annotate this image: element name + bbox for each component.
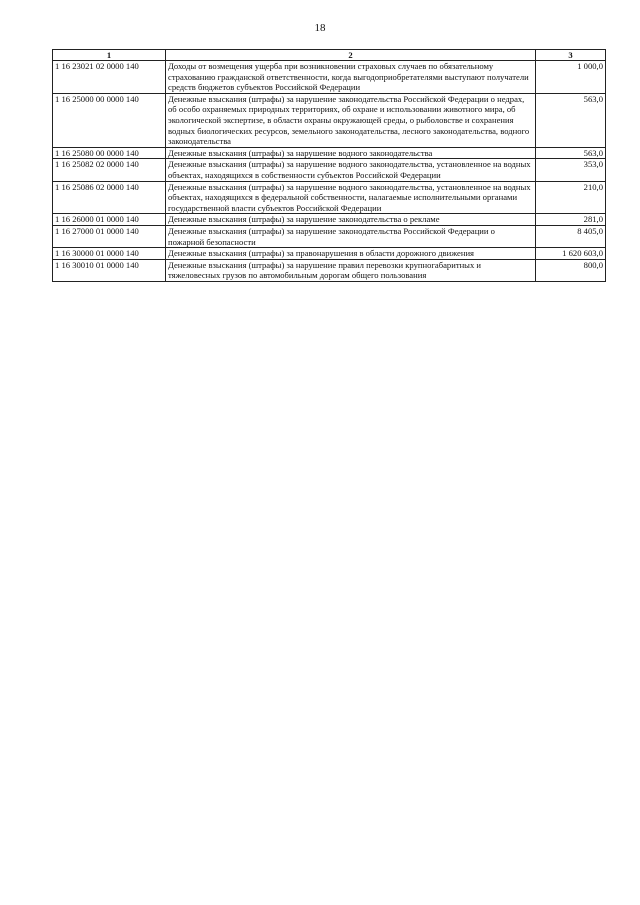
column-header-code: 1 bbox=[53, 50, 166, 61]
description-cell: Денежные взыскания (штрафы) за нарушение водного законодательства, установленное на водных объектах, находящихся в федеральной собственности, налагаемые исполнительными органами государственной власти субъектов Российской Федерации bbox=[166, 181, 536, 214]
table-row bbox=[53, 214, 606, 226]
table-row bbox=[53, 147, 606, 159]
description-cell: Денежные взыскания (штрафы) за нарушение законодательства о рекламе bbox=[166, 214, 536, 226]
budget-code-cell: 1 16 27000 01 0000 140 bbox=[53, 225, 166, 247]
budget-code-cell: 1 16 25000 00 0000 140 bbox=[53, 93, 166, 147]
description-cell: Денежные взыскания (штрафы) за нарушение правил перевозки крупногабаритных и тяжеловесных грузов по автомобильным дорогам общего пользования bbox=[166, 259, 536, 281]
amount-cell: 1 620 603,0 bbox=[536, 248, 606, 260]
table-row bbox=[53, 61, 606, 94]
amount-cell: 8 405,0 bbox=[536, 225, 606, 247]
budget-code-cell: 1 16 25086 02 0000 140 bbox=[53, 181, 166, 214]
column-header-amount: 3 bbox=[536, 50, 606, 61]
page-number: 18 bbox=[314, 22, 326, 34]
table-row bbox=[53, 225, 606, 247]
description-cell: Денежные взыскания (штрафы) за нарушение законодательства Российской Федерации о пожарной безопасности bbox=[166, 225, 536, 247]
amount-cell: 353,0 bbox=[536, 159, 606, 181]
amount-cell: 210,0 bbox=[536, 181, 606, 214]
amount-cell: 281,0 bbox=[536, 214, 606, 226]
table-row bbox=[53, 159, 606, 181]
amount-cell: 1 000,0 bbox=[536, 61, 606, 94]
description-cell: Денежные взыскания (штрафы) за нарушение законодательства Российской Федерации о недрах, об особо охраняемых природных территориях, об охране и использовании животного мира, об экологической экспертизе, в области охраны окружающей среды, о рыболовстве и сохранения водных биологических ресурсов, земельного законодательства, лесного законодательства, водного законодательства bbox=[166, 93, 536, 147]
table-header-row bbox=[53, 50, 606, 61]
amount-cell: 563,0 bbox=[536, 147, 606, 159]
amount-cell: 800,0 bbox=[536, 259, 606, 281]
table-row bbox=[53, 259, 606, 281]
description-cell: Денежные взыскания (штрафы) за нарушение водного законодательства bbox=[166, 147, 536, 159]
amount-cell: 563,0 bbox=[536, 93, 606, 147]
description-cell: Денежные взыскания (штрафы) за правонарушения в области дорожного движения bbox=[166, 248, 536, 260]
budget-code-cell: 1 16 25082 02 0000 140 bbox=[53, 159, 166, 181]
budget-code-cell: 1 16 25080 00 0000 140 bbox=[53, 147, 166, 159]
revenue-table bbox=[52, 49, 606, 282]
budget-code-cell: 1 16 30010 01 0000 140 bbox=[53, 259, 166, 281]
table-row bbox=[53, 248, 606, 260]
budget-code-cell: 1 16 26000 01 0000 140 bbox=[53, 214, 166, 226]
budget-code-cell: 1 16 23021 02 0000 140 bbox=[53, 61, 166, 94]
table-row bbox=[53, 181, 606, 214]
budget-code-cell: 1 16 30000 01 0000 140 bbox=[53, 248, 166, 260]
column-header-description: 2 bbox=[166, 50, 536, 61]
description-cell: Доходы от возмещения ущерба при возникновении страховых случаев по обязательному страхованию гражданской ответственности, когда выгодоприобретателями выступают получатели средств бюджетов субъектов Российской Федерации bbox=[166, 61, 536, 94]
table-row bbox=[53, 93, 606, 147]
description-cell: Денежные взыскания (штрафы) за нарушение водного законодательства, установленное на водных объектах, находящихся в собственности субъектов Российской Федерации bbox=[166, 159, 536, 181]
